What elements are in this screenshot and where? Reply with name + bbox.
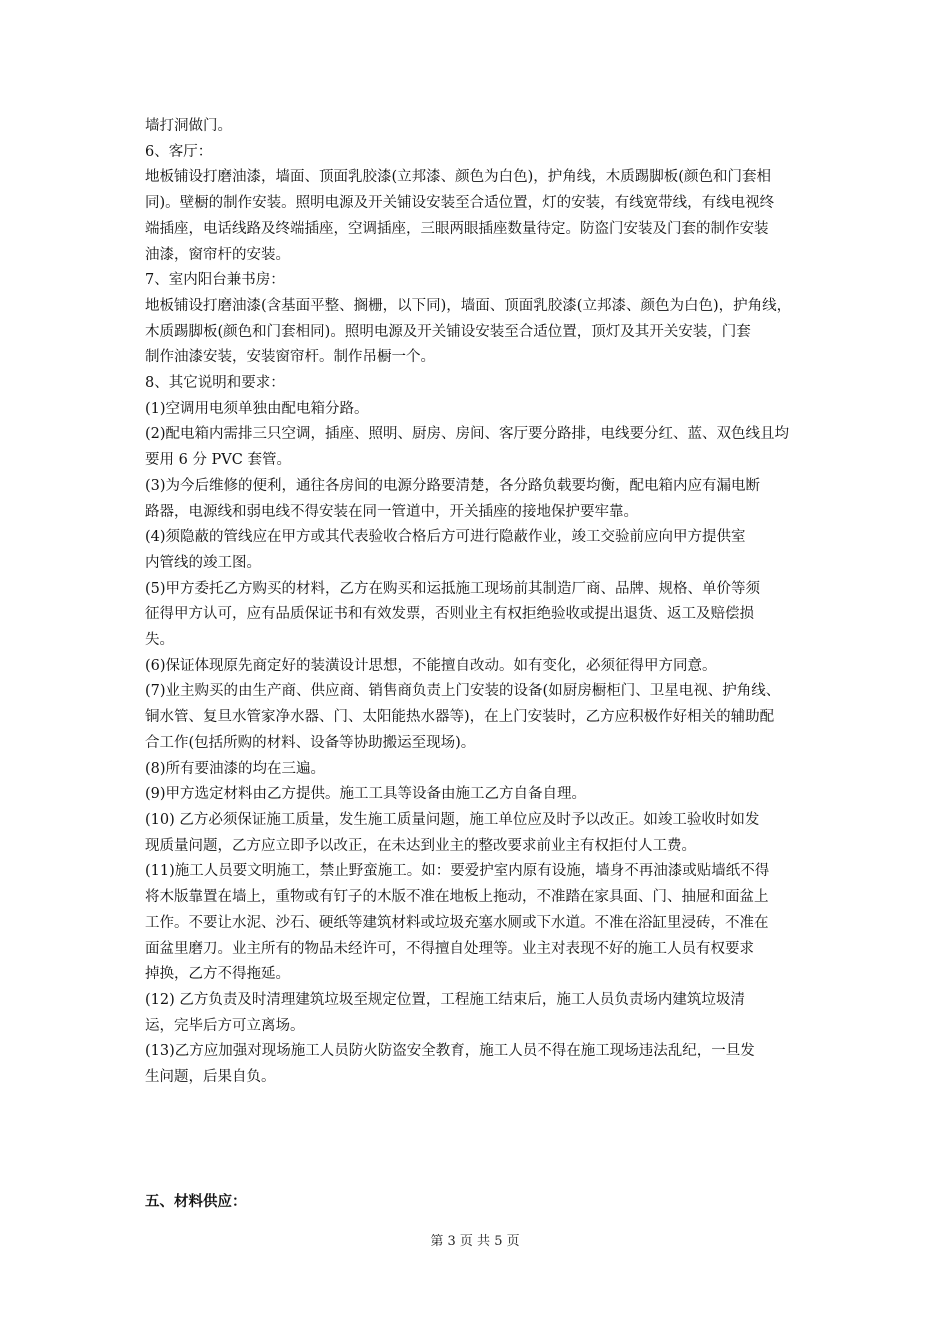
text-line: (5)甲方委托乙方购买的材料，乙方在购买和运抵施工现场前其制造厂商、品牌、规格、单价等须 xyxy=(145,580,761,597)
text-line: 将木版靠置在墙上，重物或有钉子的木版不准在地板上拖动，不准踏在家具面、门、抽屉和面盆上 xyxy=(145,889,769,906)
text-line: 木质踢脚板(颜色和门套相同)。照明电源及开关铺设安装至合适位置，顶灯及其开关安装，门套 xyxy=(145,323,751,340)
text-line: 要用 6 分 PVC 套管。 xyxy=(145,452,291,469)
text-line: (11)施工人员要文明施工，禁止野蛮施工。如：要爱护室内原有设施，墙身不再油漆或贴墙纸不得 xyxy=(145,863,770,880)
text-line: 面盆里磨刀。业主所有的物品未经许可，不得擅自处理等。业主对表现不好的施工人员有权要求 xyxy=(145,940,754,957)
text-line: 油漆，窗帘杆的安装。 xyxy=(145,246,290,263)
text-line: 现质量问题，乙方应立即予以改正，在未达到业主的整改要求前业主有权拒付人工费。 xyxy=(145,837,696,854)
text-line: (7)业主购买的由生产商、供应商、销售商负责上门安装的设备(如厨房橱柜门、卫星电视、护角线、 xyxy=(145,683,781,700)
text-line: 端插座，电话线路及终端插座，空调插座，三眼两眼插座数量待定。防盗门安装及门套的制作安装 xyxy=(145,220,769,237)
text-line: (4)须隐蔽的管线应在甲方或其代表验收合格后方可进行隐蔽作业，竣工交验前应向甲方提供室 xyxy=(145,529,746,546)
text-line: (6)保证体现原先商定好的装潢设计思想，不能擅自改动。如有变化，必须征得甲方同意。 xyxy=(145,657,717,674)
text-line: 运，完毕后方可立离场。 xyxy=(145,1017,305,1034)
text-line: (13)乙方应加强对现场施工人员防火防盗安全教育，施工人员不得在施工现场违法乱纪，一旦发 xyxy=(145,1043,755,1060)
section-heading: 五、材料供应： xyxy=(145,1194,247,1210)
text-line: (8)所有要油漆的均在三遍。 xyxy=(145,760,326,777)
text-line: 内管线的竣工图。 xyxy=(145,554,261,571)
text-line: 墙打洞做门。 xyxy=(145,118,232,134)
text-line: 同)。壁橱的制作安装。照明电源及开关铺设安装至合适位置，灯的安装，有线宽带线，有线电视终 xyxy=(145,195,775,212)
body-text xyxy=(145,114,825,1091)
text-line: 7、室内阳台兼书房： xyxy=(145,272,285,289)
text-line: (10) 乙方必须保证施工质量，发生施工质量问题，施工单位应及时予以改正。如竣工验收时如发 xyxy=(145,811,760,828)
text-line: 失。 xyxy=(145,632,174,649)
text-line: 地板铺设打磨油漆，墙面、顶面乳胶漆(立邦漆、颜色为白色)，护角线，木质踢脚板(颜色和门套相 xyxy=(145,169,771,186)
text-line: 征得甲方认可，应有品质保证书和有效发票，否则业主有权拒绝验收或提出退货、返工及赔偿损 xyxy=(145,606,754,623)
text-line: (12) 乙方负责及时清理建筑垃圾至规定位置，工程施工结束后，施工人员负责场内建筑垃圾清 xyxy=(145,991,745,1008)
text-line: 铜水管、复旦水管家净水器、门、太阳能热水器等)，在上门安装时，乙方应积极作好相关的辅助配 xyxy=(145,709,775,726)
text-line: 掉换，乙方不得拖延。 xyxy=(145,966,290,983)
text-line: 制作油漆安装，安装窗帘杆。制作吊橱一个。 xyxy=(145,349,435,366)
text-line: (1)空调用电须单独由配电箱分路。 xyxy=(145,400,369,417)
text-line: (2)配电箱内需排三只空调，插座、照明、厨房、房间、客厅要分路排，电线要分红、蓝、双色线且均 xyxy=(145,426,790,443)
text-line: (9)甲方选定材料由乙方提供。施工工具等设备由施工乙方自备自理。 xyxy=(145,786,587,803)
text-line: 路器，电源线和弱电线不得安装在同一管道中，开关插座的接地保护要牢靠。 xyxy=(145,503,638,520)
page-footer: 第 3 页 共 5 页 xyxy=(430,1234,520,1249)
text-line: 地板铺设打磨油漆(含基面平整、搁栅，以下同)，墙面、顶面乳胶漆(立邦漆、颜色为白色)，护角线， xyxy=(145,297,792,314)
text-line: (3)为今后维修的便利，通往各房间的电源分路要清楚，各分路负载要均衡，配电箱内应有漏电断 xyxy=(145,477,761,494)
text-line: 6、客厅： xyxy=(145,143,213,160)
text-line: 8、其它说明和要求： xyxy=(145,375,285,392)
text-line: 合工作(包括所购的材料、设备等协助搬运至现场)。 xyxy=(145,734,476,751)
text-line: 生问题，后果自负。 xyxy=(145,1069,276,1086)
text-line: 工作。不要让水泥、沙石、硬纸等建筑材料或垃圾充塞水厕或下水道。不准在浴缸里浸砖，不准在 xyxy=(145,914,769,931)
